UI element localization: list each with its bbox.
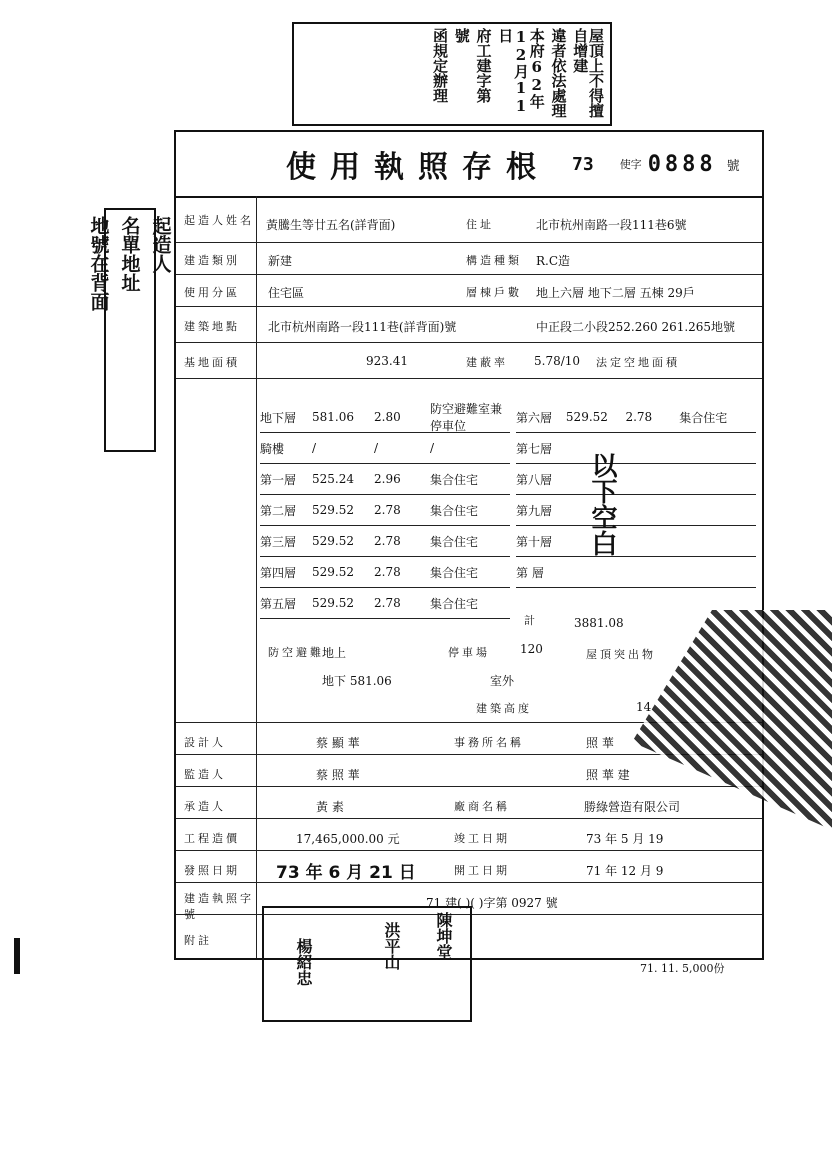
floor-name: 第九層 [516, 503, 553, 518]
roof-label: 屋頂突出物 [586, 648, 656, 661]
permit-suffix: 號 [726, 158, 740, 174]
floor-row [516, 495, 756, 526]
coverage-value: 5.78/10 [534, 354, 581, 368]
parking-label: 停車場 [448, 646, 490, 659]
floor-use: / [430, 441, 435, 455]
approver-name-1: 楊紹忠 [294, 938, 313, 986]
floor-row [260, 588, 510, 619]
floor-name: 第十層 [516, 534, 553, 549]
divider [176, 786, 762, 787]
divider [176, 378, 762, 379]
shelter-above: 地上 [322, 646, 347, 660]
floor-name: 騎樓 [260, 441, 285, 456]
floor-row [260, 402, 510, 433]
floor-name: 第三層 [260, 534, 297, 549]
owner-value: 黃騰生等廿五名(詳背面) [266, 218, 396, 232]
floor-row [516, 526, 756, 557]
total-label: 計 [524, 614, 538, 627]
supervisor-label: 監造人 [184, 768, 226, 781]
floor-area: 529.52 [312, 596, 354, 610]
floor-name: 地下層 [260, 410, 297, 425]
floor-height: 2.78 [625, 410, 653, 424]
scan-mark [14, 938, 20, 974]
area-label: 基地面積 [184, 356, 240, 369]
permit-value: 71 建( )( )字第 0927 號 [426, 896, 558, 910]
floor-use: 集合住宅 [430, 472, 479, 487]
side-col-2: 名單地址 [118, 216, 141, 292]
owner-label: 起造人姓名 [184, 214, 254, 227]
designer-office: 照 華 [586, 736, 614, 750]
floor-area: 529.52 [565, 410, 608, 424]
cost-value: 17,465,000.00 元 [296, 832, 400, 846]
stamp-line-6: 函規定辦理 [431, 28, 449, 103]
build-type-label: 建造類別 [184, 254, 240, 267]
address-label: 住址 [466, 218, 494, 231]
floor-row [516, 557, 756, 588]
floor-height: 2.78 [374, 503, 401, 517]
area-other: 923.41 [366, 354, 408, 368]
height-value: 14 [636, 700, 652, 714]
site-label: 建築地點 [184, 320, 240, 333]
permit-form [174, 130, 764, 960]
stamp-line-4: 府工建字第 [474, 28, 493, 103]
floor-height: 2.78 [374, 534, 401, 548]
permit-number: 0888 [647, 151, 717, 177]
contractor-company-label: 廠商名稱 [454, 800, 510, 813]
parking-indoor: 120 [520, 642, 543, 656]
complete-label: 竣工日期 [454, 832, 510, 845]
stamp-line-2: 違者依法處理 [549, 28, 568, 118]
coverage-label: 建蔽率 [466, 356, 508, 369]
note-label: 附註 [184, 934, 212, 947]
contractor-name: 黃 素 [316, 800, 344, 814]
floor-row [516, 402, 756, 433]
shelter-label: 防空避難 [268, 646, 324, 659]
shelter-below: 地下 581.06 [322, 674, 392, 688]
floor-table-right [516, 402, 756, 588]
side-col-1: 起造人 [149, 216, 172, 273]
divider [176, 306, 762, 307]
floor-row [260, 557, 510, 588]
form-title: 使用執照存根 [286, 150, 550, 185]
floor-use: 集合住宅 [679, 410, 728, 425]
designer-name: 蔡 顯 華 [316, 736, 360, 750]
floors-label: 層棟戶數 [466, 286, 522, 299]
floor-row [516, 433, 756, 464]
contractor-label: 承造人 [184, 800, 226, 813]
floor-use: 集合住宅 [430, 565, 479, 580]
floor-use: 集合住宅 [430, 534, 479, 549]
permit-label: 建造執照字號 [184, 892, 254, 921]
start-value: 71 年 12 月 9 [586, 864, 664, 878]
use-zone-label: 使用分區 [184, 286, 240, 299]
floor-name: 第 層 [516, 565, 544, 580]
start-label: 開工日期 [454, 864, 510, 877]
approval-stamp [262, 906, 472, 1022]
floor-row [260, 526, 510, 557]
floor-use: 防空避難室兼停車位 [430, 402, 503, 433]
handwritten-blank-note: 以下空白 [587, 452, 617, 556]
complete-value: 73 年 5 月 19 [586, 832, 664, 846]
floor-area: 525.24 [312, 472, 354, 486]
floor-name: 第四層 [260, 565, 297, 580]
divider [176, 850, 762, 851]
floor-height: / [374, 441, 379, 455]
floor-name: 第二層 [260, 503, 297, 518]
legal-open-label: 法定空地面積 [596, 356, 680, 369]
divider [176, 882, 762, 883]
floor-row [260, 433, 510, 464]
print-footer: 71. 11. 5,000份 [640, 962, 725, 975]
floor-name: 第五層 [260, 596, 297, 611]
height-label: 建築高度 [476, 702, 532, 715]
approver-name-3: 陳坤堂 [434, 912, 453, 960]
floor-area: 529.52 [312, 503, 354, 517]
designer-label: 設計人 [184, 736, 226, 749]
floor-name: 第六層 [516, 410, 553, 425]
floor-area: 581.06 [312, 410, 354, 424]
floor-height: 2.78 [374, 596, 401, 610]
supervisor-name: 蔡 照 華 [316, 768, 360, 782]
stamp-line-5: 號 [452, 28, 471, 43]
floors-value: 地上六層 地下二層 五棟 29戶 [536, 286, 695, 300]
cost-label: 工程造價 [184, 832, 240, 845]
floor-name: 第七層 [516, 441, 553, 456]
floor-table-left [260, 402, 510, 619]
floor-height: 2.96 [374, 472, 401, 486]
designer-office-label: 事務所名稱 [454, 736, 524, 749]
issue-value: 73 年 6 月 21 日 [276, 863, 416, 883]
permit-prefix: 使字 [619, 158, 642, 171]
contractor-company: 勝綠營造有限公司 [584, 800, 681, 814]
top-note-stamp [292, 22, 612, 126]
lot-value: 中正段二小段252.260 261.265地號 [536, 320, 736, 334]
structure-value: R.C造 [536, 254, 571, 268]
divider [176, 342, 762, 343]
use-zone-value: 住宅區 [268, 286, 305, 300]
stamp-line-1: 屋頂上不得擅自增建 [571, 28, 605, 118]
structure-label: 構造種類 [466, 254, 522, 267]
divider [256, 196, 257, 958]
permit-year: 73 [572, 153, 594, 175]
floor-height: 2.78 [374, 565, 401, 579]
site-value: 北市杭州南路一段111巷(詳背面)號 [268, 320, 457, 334]
floor-area: 529.52 [312, 534, 354, 548]
parking-outdoor: 室外 [490, 674, 515, 688]
floor-use: 集合住宅 [430, 596, 479, 611]
floor-row [516, 464, 756, 495]
owner-side-label [87, 208, 172, 452]
floor-name: 第八層 [516, 472, 553, 487]
issue-label: 發照日期 [184, 864, 240, 877]
floor-use: 集合住宅 [430, 503, 479, 518]
approver-name-2: 洪平山 [382, 922, 401, 970]
divider [176, 274, 762, 275]
title-row [176, 132, 762, 198]
floor-area: 529.52 [312, 565, 354, 579]
divider [176, 242, 762, 243]
side-col-3: 地號在背面 [87, 216, 110, 311]
floor-area: / [312, 441, 317, 455]
build-type-value: 新建 [268, 254, 293, 268]
address-value: 北市杭州南路一段111巷6號 [536, 218, 687, 232]
floor-row [260, 495, 510, 526]
floor-name: 第一層 [260, 472, 297, 487]
supervisor-office: 照 華 建 [586, 768, 630, 782]
floor-height: 2.80 [374, 410, 401, 424]
floor-row [260, 464, 510, 495]
divider [176, 818, 762, 819]
stamp-line-3: 本府62年12月11日 [496, 28, 546, 115]
total-value: 3881.08 [574, 616, 624, 630]
